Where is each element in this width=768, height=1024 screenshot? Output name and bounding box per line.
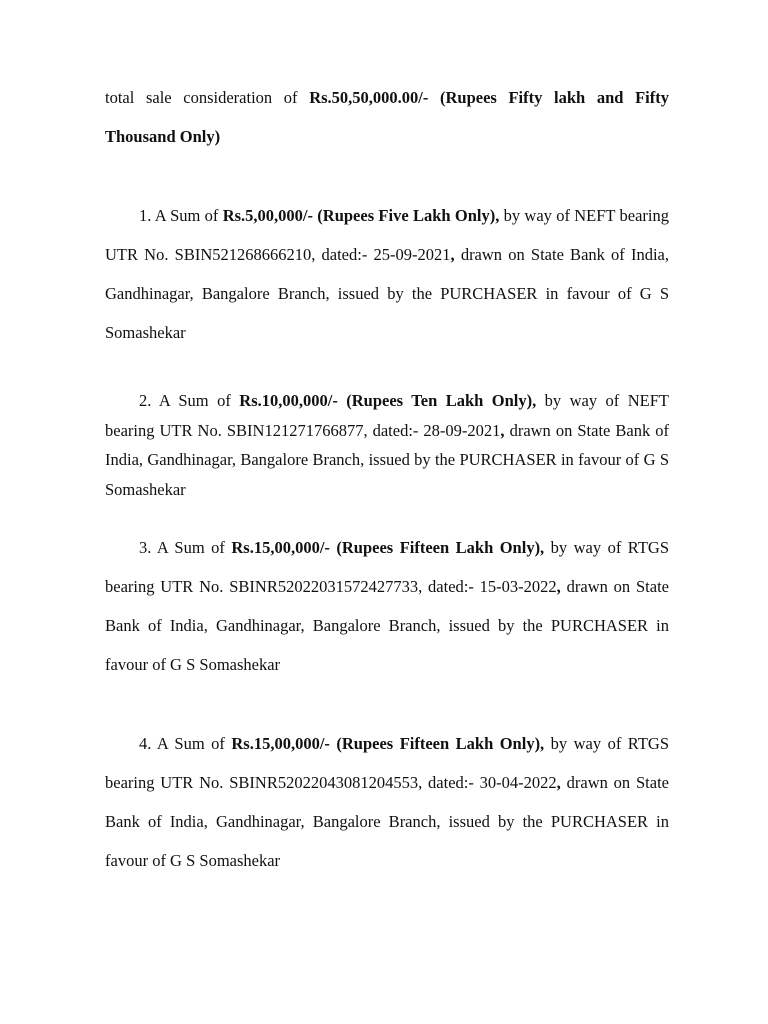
payment-prefix: 2. A Sum of (139, 391, 240, 410)
payment-item-4 (105, 724, 669, 880)
payment-comma: , (556, 773, 561, 792)
payment-amount: Rs.15,00,000/- (Rupees Fifteen Lakh Only), (231, 734, 545, 753)
payment-details: by way of NEFT bearing UTR No. SBIN121271766877, dated:- 28-09-2021 (105, 391, 669, 440)
payment-details: by way of RTGS bearing UTR No. SBINR52022031572427733, dated:- 15-03-2022 (105, 538, 669, 596)
payment-comma: , (450, 245, 455, 264)
payment-item-1 (105, 196, 669, 352)
payment-drawn-on: drawn on State Bank of India, Gandhinagar, Bangalore Branch, issued by the PURCHASER in favour of G S Somashekar (105, 577, 669, 674)
payment-drawn-on: drawn on State Bank of India, Gandhinagar, Bangalore Branch, issued by the PURCHASER in favour of G S Somashekar (105, 773, 669, 870)
payment-prefix: 4. A Sum of (139, 734, 232, 753)
payment-amount: Rs.15,00,000/- (Rupees Fifteen Lakh Only), (231, 538, 545, 557)
payment-amount: Rs.10,00,000/- (Rupees Ten Lakh Only), (239, 391, 537, 410)
payment-prefix: 1. A Sum of (139, 206, 223, 225)
payment-details: by way of NEFT bearing UTR No. SBIN521268666210, dated:- 25-09-2021 (105, 206, 669, 264)
payment-amount: Rs.5,00,000/- (Rupees Five Lakh Only), (222, 206, 500, 225)
payment-details: by way of RTGS bearing UTR No. SBINR52022043081204553, dated:- 30-04-2022 (105, 734, 669, 792)
intro-paragraph (105, 78, 669, 156)
payment-prefix: 3. A Sum of (139, 538, 232, 557)
total-amount: Rs.50,50,000.00/- (Rupees Fifty lakh and Fifty Thousand Only) (105, 88, 669, 146)
payment-item-2 (105, 386, 669, 504)
payment-drawn-on: drawn on State Bank of India, Gandhinagar, Bangalore Branch, issued by the PURCHASER in favour of G S Somashekar (105, 245, 670, 342)
payment-drawn-on: drawn on State Bank of India, Gandhinagar, Bangalore Branch, issued by the PURCHASER in favour of G S Somashekar (105, 420, 669, 499)
payment-comma: , (556, 577, 561, 596)
intro-text: total sale consideration of (105, 88, 310, 107)
payment-item-3 (105, 528, 669, 684)
payment-comma: , (500, 420, 505, 440)
